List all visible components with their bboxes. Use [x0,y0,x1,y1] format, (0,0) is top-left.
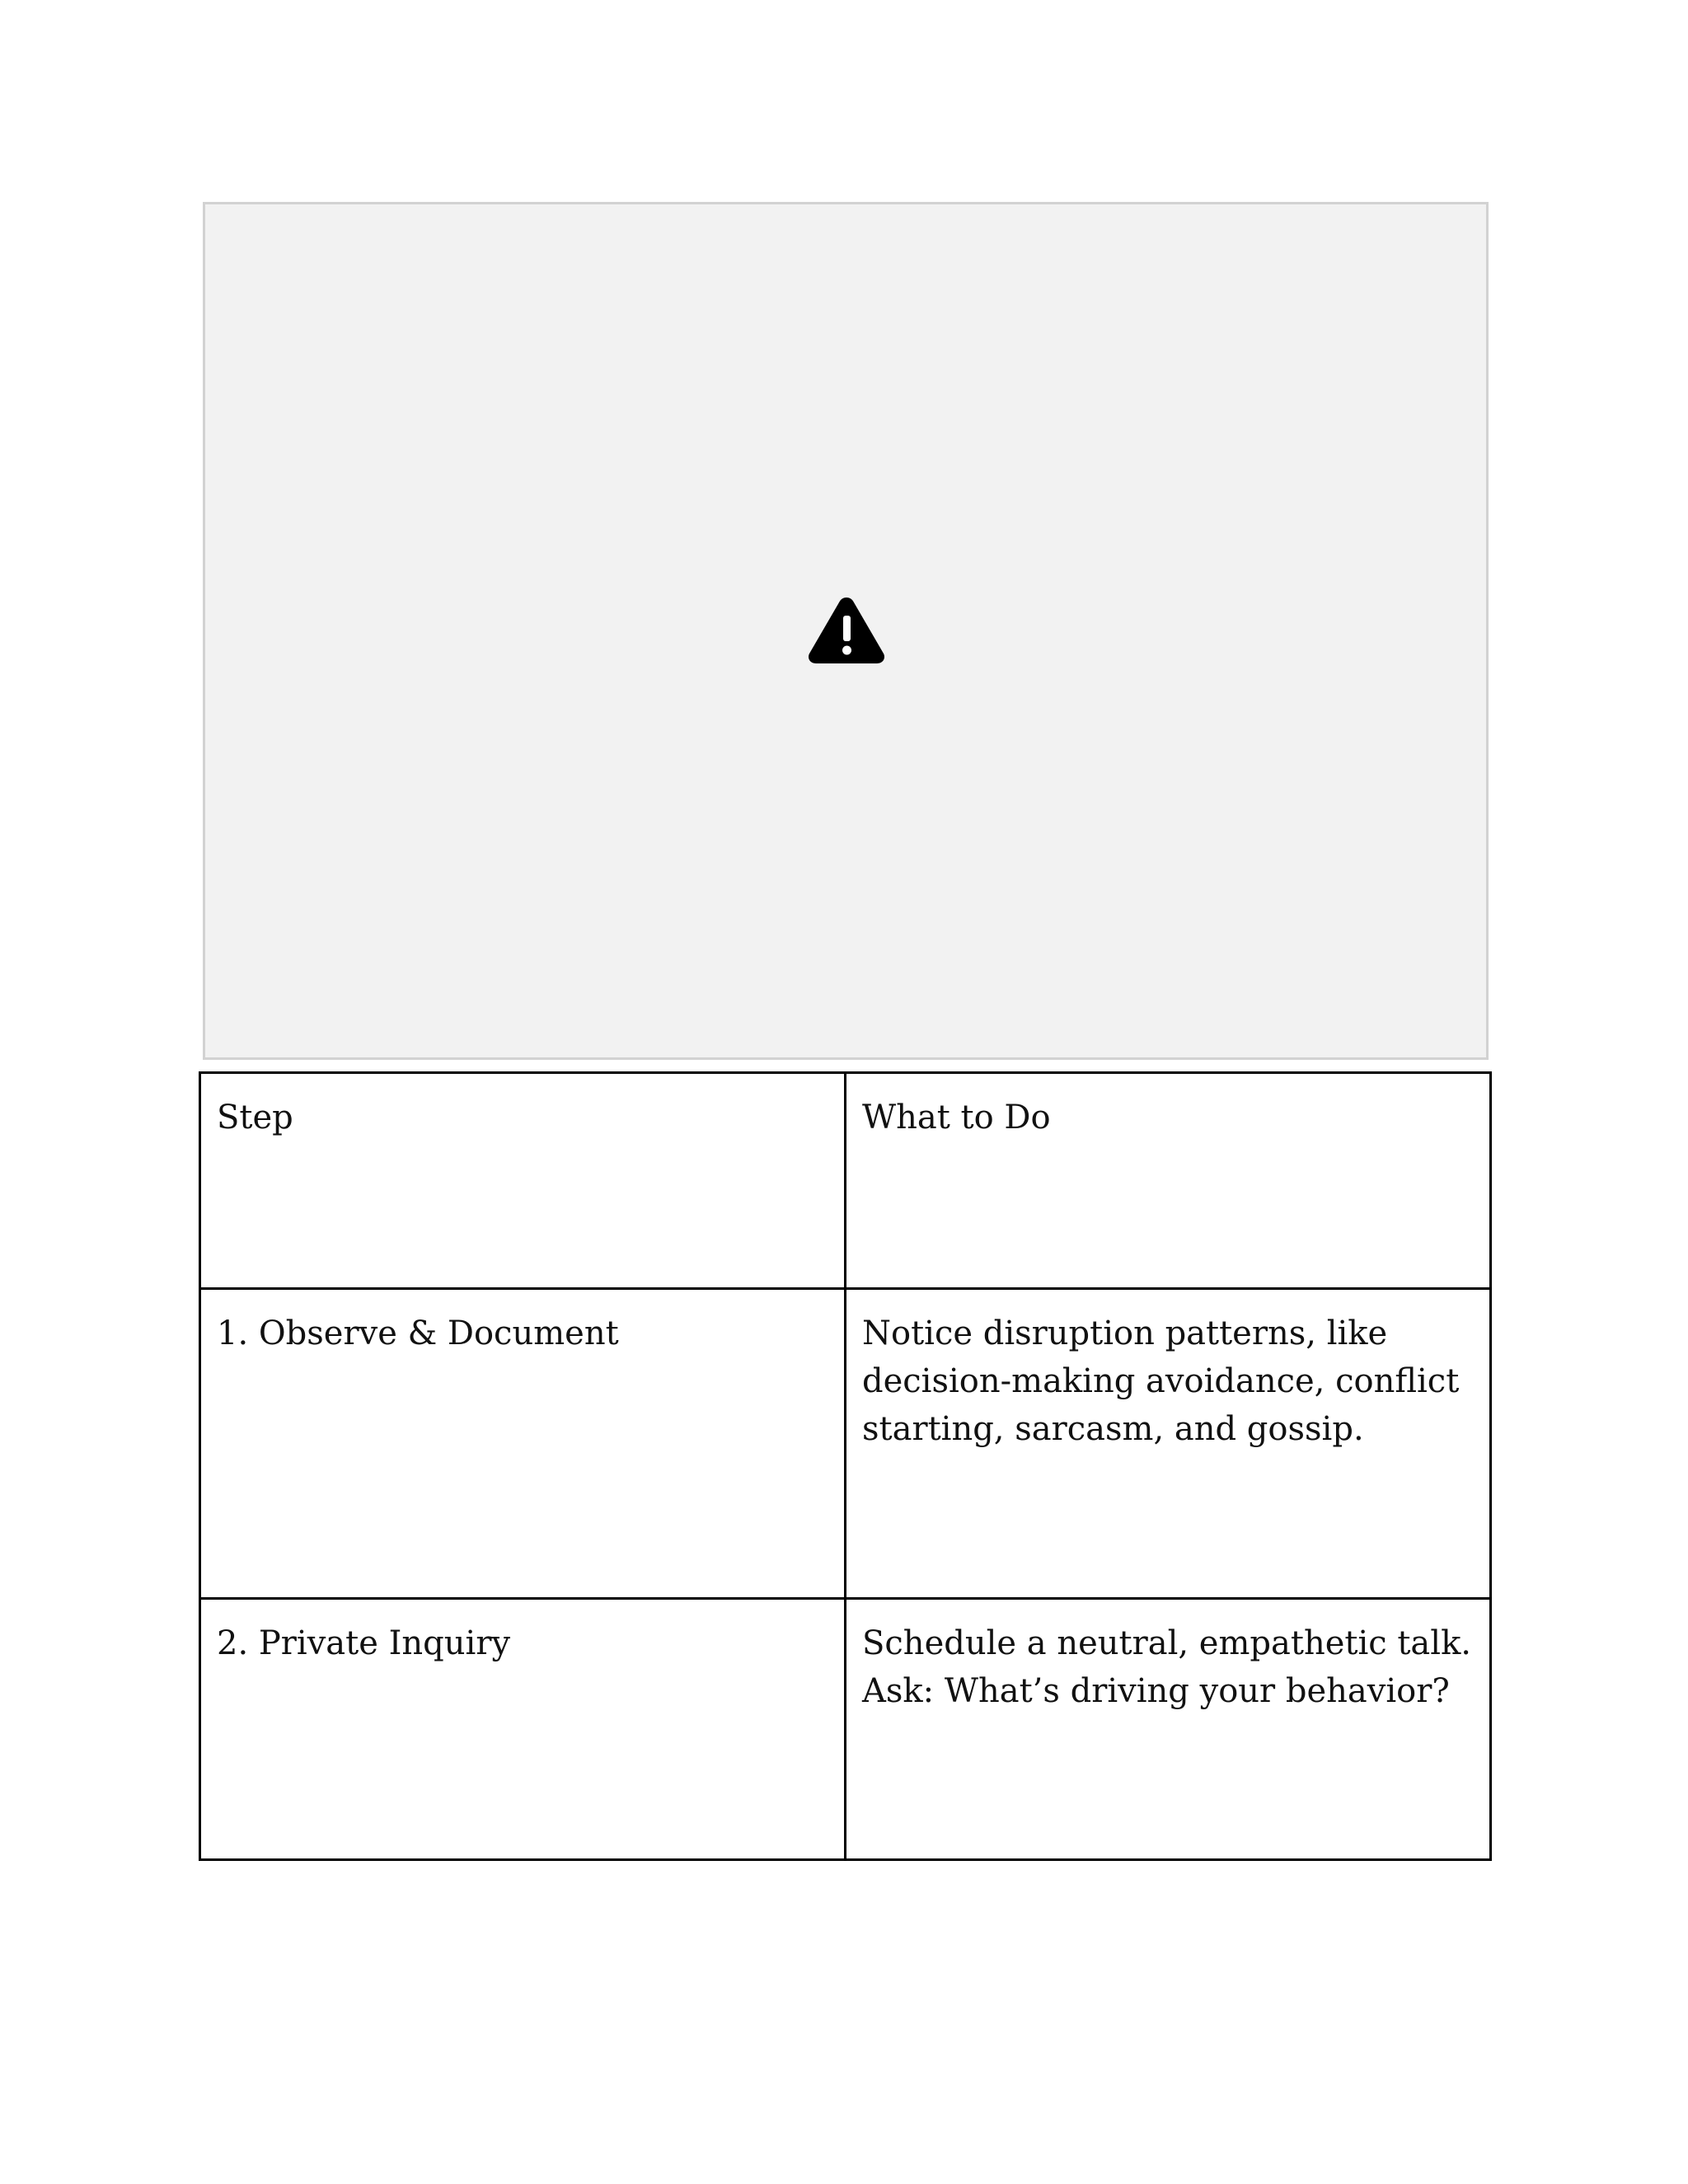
table-header-row [200,1073,1491,1289]
header-step: Step [200,1073,846,1289]
step-cell: 1. Observe & Document [200,1289,846,1599]
header-what-to-do: What to Do [846,1073,1491,1289]
action-cell: Schedule a neutral, empathetic talk. Ask: What’s driving your behavior? [846,1599,1491,1860]
table-row [200,1599,1491,1860]
table-row [200,1289,1491,1599]
step-cell: 2. Private Inquiry [200,1599,846,1860]
action-cell: Notice disruption patterns, like decision-making avoidance, conflict starting, sarcasm, and gossip. [846,1289,1491,1599]
steps-table [199,1071,1492,1861]
warning-icon [807,594,886,667]
